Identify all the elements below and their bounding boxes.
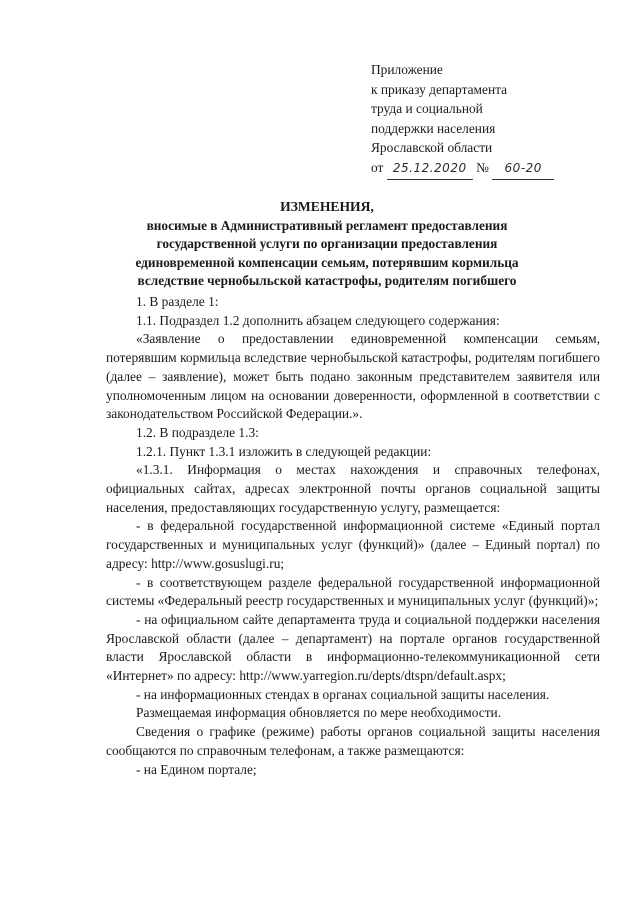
from-label: от (371, 159, 384, 175)
heading-line: вносимые в Административный регламент предоставления (146, 217, 508, 233)
appendix-line: к приказу департамента (371, 81, 508, 97)
paragraph: 1.1. Подраздел 1.2 дополнить абзацем следующего содержания: (136, 312, 500, 328)
handwritten-number: 60-20 (492, 159, 554, 180)
paragraph: - в федеральной государственной информационной системе «Единый портал государственных и муниципальных услуг (функций)» (далее – Единый портал) по адресу: http://www.gosuslugi.ru; (106, 518, 600, 571)
paragraph: - на Едином портале; (136, 761, 257, 777)
appendix-line: труда и социальной (371, 101, 483, 117)
appendix-line: Приложение (371, 62, 443, 77)
paragraph: - на официальном сайте департамента труда и социальной поддержки населения Ярославской области (далее – департамент) на портале органов государственной власти Ярославской области в информационно-телекоммуникационной сети «Интернет» по адресу: http://www.yarregion.ru/depts/dtspn/default.aspx; (106, 611, 600, 684)
appendix-line: Ярославской области (371, 140, 493, 156)
document-heading (100, 198, 554, 291)
paragraph: - на информационных стендах в органах социальной защиты населения. (136, 686, 550, 702)
paragraph: Сведения о графике (режиме) работы органов социальной защиты населения сообщаются по справочным телефонам, а также размещаются: (106, 724, 600, 758)
order-date-number-line (371, 158, 601, 180)
paragraph: 1. В разделе 1: (136, 294, 219, 309)
paragraph: «Заявление о предоставлении единовременной компенсации семьям, потерявшим кормильца вследствие чернобыльской катастрофы, родителям погибшего (далее – заявление), может быть подано законным представителем заявителя или уполномоченным лицом на основании доверенности, оформленной в соответствии с законодательством Российской Федерации.». (106, 331, 600, 422)
document-body (106, 293, 600, 779)
paragraph: Размещаемая информация обновляется по мере необходимости. (136, 705, 502, 721)
paragraph: «1.3.1. Информация о местах нахождения и справочных телефонах, официальных сайтах, адресах электронной почты органов социальной защиты населения, предоставляющих государственную услугу, размещается: (106, 462, 600, 515)
appendix-line: поддержки населения (371, 120, 496, 136)
heading-line: единовременной компенсации семьям, потерявшим кормильца (135, 254, 519, 270)
paragraph: 1.2. В подразделе 1.3: (136, 424, 259, 440)
paragraph: - в соответствующем разделе федеральной государственной информационной системы «Федеральный реестр государственных и муниципальных услуг (функций)»; (106, 574, 600, 609)
heading-line: государственной услуги по организации предоставления (156, 236, 498, 252)
appendix-block (371, 60, 601, 180)
heading-line: вследствие чернобыльской катастрофы, родителям погибшего (137, 273, 517, 289)
paragraph: 1.2.1. Пункт 1.3.1 изложить в следующей редакции: (136, 443, 432, 459)
heading-title: ИЗМЕНЕНИЯ, (280, 199, 374, 214)
number-label: № (476, 159, 489, 175)
handwritten-date: 25.12.2020 (387, 159, 473, 180)
